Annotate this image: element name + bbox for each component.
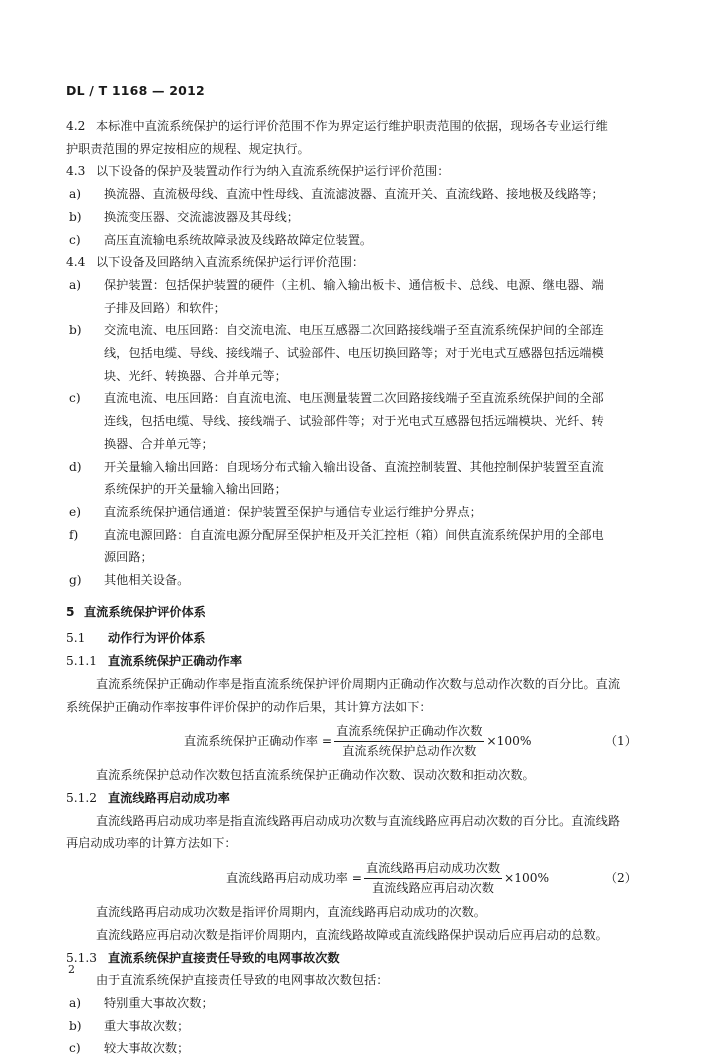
section-title: 直流系统保护评价体系	[84, 604, 206, 619]
list-item	[66, 524, 651, 547]
clause-text-line: 护职责范围的界定按相应的规程、规定执行。	[66, 141, 310, 156]
list-item	[66, 274, 651, 297]
list-label: c)	[69, 232, 81, 247]
paragraph-line: 由于直流系统保护直接责任导致的电网事故次数包括：	[96, 973, 389, 988]
paragraph-line: 再启动成功率的计算方法如下：	[66, 836, 237, 851]
paragraph-line: 直流系统保护正确动作率是指直流系统保护评价周期内正确动作次数与总动作次数的百分比。直流	[96, 676, 621, 691]
list-text: 系统保护的开关量输入输出回路；	[104, 482, 287, 497]
section-5-1-1-heading	[66, 650, 651, 673]
page-number: 2	[68, 963, 75, 976]
list-item	[66, 1037, 651, 1060]
list-label: c)	[69, 1041, 81, 1056]
formula-fraction	[364, 859, 502, 898]
section-number: 5	[66, 604, 75, 619]
list-item-cont	[66, 546, 651, 569]
list-item	[66, 206, 651, 229]
list-text: 较大事故次数；	[104, 1041, 190, 1056]
list-text: 重大事故次数；	[104, 1018, 190, 1033]
clause-number: 4.2	[66, 119, 86, 133]
list-label: a)	[69, 187, 82, 202]
clause-number: 4.4	[66, 255, 86, 270]
clause-text: 以下设备的保护及装置动作行为纳入直流系统保护运行评价范围：	[96, 164, 450, 179]
section-5-1-3-heading	[66, 947, 651, 970]
list-text: 直流系统保护通信通道：保护装置至保护与通信专业运行维护分界点；	[104, 504, 482, 519]
list-label: e)	[69, 504, 81, 519]
formula-lhs: 直流系统保护正确动作率 =	[184, 733, 333, 748]
standard-code: DL / T 1168 — 2012	[66, 83, 205, 98]
formula-denominator: 直流系统保护总动作次数	[342, 743, 477, 758]
section-title: 直流系统保护正确动作率	[108, 654, 243, 669]
clause-4-2	[66, 115, 651, 138]
clause-4-4	[66, 251, 651, 274]
formula-1	[66, 718, 651, 764]
list-item	[66, 569, 651, 592]
formula-numerator: 直流系统保护正确动作次数	[334, 722, 484, 742]
formula-lhs: 直流线路再启动成功率 =	[226, 870, 362, 885]
section-number: 5.1	[66, 631, 86, 646]
list-text: 其他相关设备。	[104, 573, 190, 588]
list-item-cont	[66, 410, 651, 433]
list-label: b)	[69, 209, 82, 224]
list-label: a)	[69, 995, 82, 1010]
list-text: 直流电流、电压回路：自直流电流、电压测量装置二次回路接线端子至直流系统保护间的全部	[104, 391, 604, 406]
list-item	[66, 992, 651, 1015]
section-number: 5.1.2	[66, 790, 98, 805]
list-text: 开关量输入输出回路：自现场分布式输入输出设备、直流控制装置、其他控制保护装置至直流	[104, 459, 604, 474]
paragraph-line: 系统保护正确动作率按事件评价保护的动作后果，其计算方法如下：	[66, 699, 432, 714]
clause-number: 4.3	[66, 164, 86, 179]
page-body	[66, 115, 651, 1060]
formula-fraction	[334, 722, 484, 761]
list-label: a)	[69, 277, 82, 292]
clause-text: 以下设备及回路纳入直流系统保护运行评价范围：	[96, 255, 365, 270]
list-label: c)	[69, 391, 81, 406]
list-label: b)	[69, 323, 82, 338]
list-text: 交流电流、电压回路：自交流电流、电压互感器二次回路接线端子至直流系统保护间的全部连	[104, 323, 604, 338]
list-item	[66, 501, 651, 524]
formula-2	[66, 855, 651, 901]
list-text: 块、光纤、转换器、合并单元等；	[104, 368, 287, 383]
formula-denominator: 直流线路应再启动次数	[372, 880, 494, 895]
clause-text-line: 本标准中直流系统保护的运行评价范围不作为界定运行维护职责范围的依据，现场各专业运行维	[96, 119, 608, 133]
list-item-cont	[66, 478, 651, 501]
list-text: 特别重大事故次数；	[104, 995, 214, 1010]
list-text: 线，包括电缆、导线、接线端子、试验部件、电压切换回路等；对于光电式互感器包括远端模	[104, 346, 604, 361]
equation-number: （2）	[604, 870, 637, 885]
list-item	[66, 183, 651, 206]
list-item-cont	[66, 365, 651, 388]
section-5-heading	[66, 601, 651, 624]
list-item-cont	[66, 433, 651, 456]
list-text: 直流电源回路：自直流电源分配屏至保护柜及开关汇控柜（箱）间供直流系统保护用的全部电	[104, 527, 604, 542]
equation-number: （1）	[604, 733, 637, 748]
list-item-cont	[66, 297, 651, 320]
paragraph-line: 直流系统保护总动作次数包括直流系统保护正确动作次数、误动次数和拒动次数。	[96, 768, 535, 783]
list-text: 子排及回路）和软件；	[104, 300, 226, 315]
section-title: 直流线路再启动成功率	[108, 790, 230, 805]
list-label: g)	[69, 573, 82, 588]
list-text: 换流器、直流极母线、直流中性母线、直流滤波器、直流开关、直流线路、接地极及线路等；	[104, 187, 604, 202]
list-item	[66, 229, 651, 252]
paragraph-line: 直流线路再启动成功次数是指评价周期内，直流线路再启动成功的次数。	[96, 905, 486, 920]
paragraph-line: 直流线路应再启动次数是指评价周期内，直流线路故障或直流线路保护误动后应再启动的总数。	[96, 927, 608, 942]
list-item	[66, 319, 651, 342]
formula-numerator: 直流线路再启动成功次数	[364, 859, 502, 879]
list-text: 高压直流输电系统故障录波及线路故障定位装置。	[104, 232, 373, 247]
section-5-1-2-heading	[66, 787, 651, 810]
clause-4-3	[66, 160, 651, 183]
list-text: 连线，包括电缆、导线、接线端子、试验部件等；对于光电式互感器包括远端模块、光纤、转	[104, 414, 604, 429]
list-text: 换流变压器、交流滤波器及其母线；	[104, 209, 299, 224]
section-5-1-heading	[66, 627, 651, 650]
list-label: f)	[69, 527, 79, 542]
list-text: 保护装置：包括保护装置的硬件（主机、输入输出板卡、通信板卡、总线、电源、继电器、端	[104, 277, 604, 292]
list-item-cont	[66, 342, 651, 365]
formula-multiplier: ×100%	[504, 870, 550, 885]
section-title: 动作行为评价体系	[108, 631, 206, 646]
paragraph-line: 直流线路再启动成功率是指直流线路再启动成功次数与直流线路应再启动次数的百分比。直流线路	[96, 813, 621, 828]
list-item	[66, 456, 651, 479]
section-title: 直流系统保护直接责任导致的电网事故次数	[108, 950, 340, 965]
section-number: 5.1.1	[66, 654, 98, 669]
formula-multiplier: ×100%	[486, 733, 532, 748]
list-label: d)	[69, 459, 82, 474]
section-number: 5.1.3	[66, 950, 98, 965]
list-item	[66, 387, 651, 410]
list-text: 换器、合并单元等；	[104, 436, 214, 451]
list-text: 源回路；	[104, 550, 153, 565]
list-item	[66, 1015, 651, 1038]
list-label: b)	[69, 1018, 82, 1033]
